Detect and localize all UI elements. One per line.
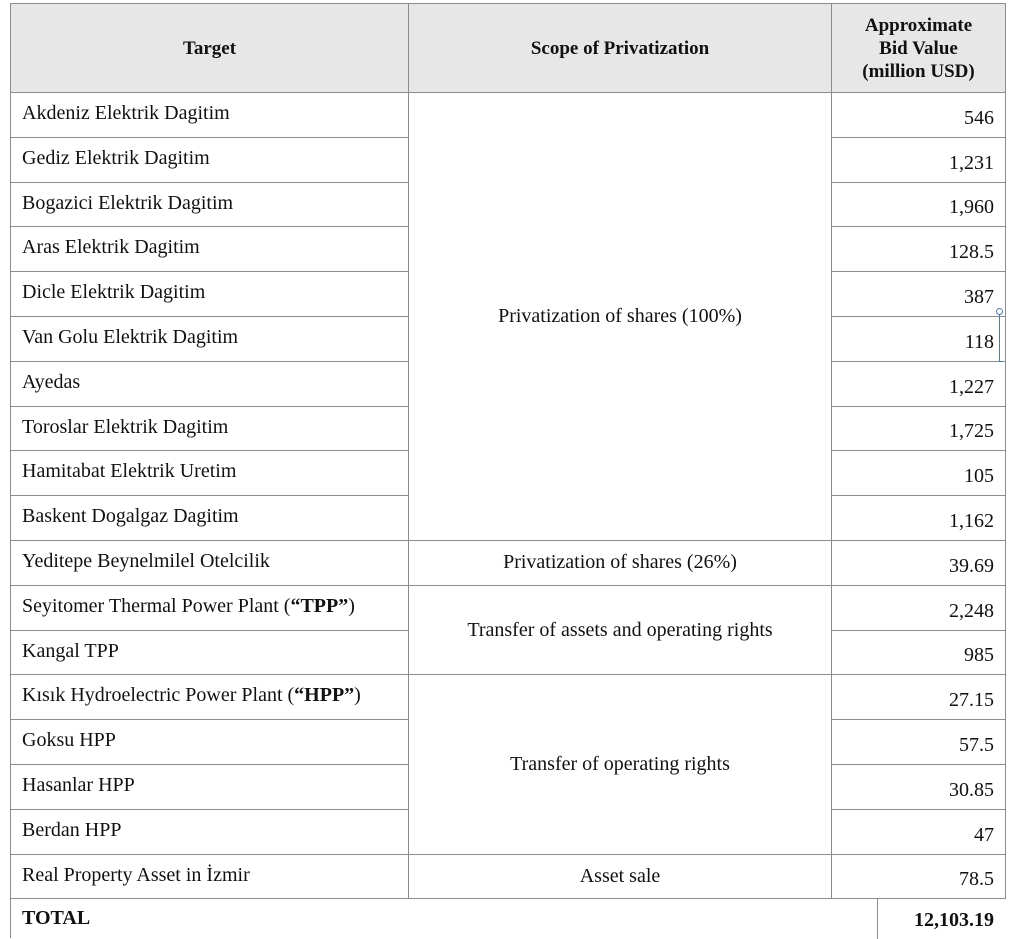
table-row: [11, 854, 1006, 899]
value-cell: 2,248: [832, 585, 1006, 630]
header-value-line-2: Bid Value: [879, 37, 958, 59]
header-target: Target: [11, 4, 409, 93]
table-row: [11, 675, 1006, 720]
value-cell: 985: [832, 630, 1006, 675]
target-cell: [11, 675, 409, 720]
target-cell: Baskent Dogalgaz Dagitim: [11, 496, 409, 541]
value-cell: 39.69: [832, 540, 1006, 585]
target-cell: [11, 585, 409, 630]
value-cell: 1,231: [832, 137, 1006, 182]
target-cell: Toroslar Elektrik Dagitim: [11, 406, 409, 451]
scope-cell: Transfer of operating rights: [409, 675, 832, 854]
table-row: [11, 540, 1006, 585]
total-divider: [877, 899, 878, 939]
header-value-line-1: Approximate: [864, 14, 973, 36]
target-cell: Akdeniz Elektrik Dagitim: [11, 93, 409, 138]
target-cell: Goksu HPP: [11, 720, 409, 765]
target-cell: Van Golu Elektrik Dagitim: [11, 316, 409, 361]
target-cell: Kangal TPP: [11, 630, 409, 675]
value-cell: 1,227: [832, 361, 1006, 406]
total-row: [10, 898, 1005, 938]
value-cell: 30.85: [832, 764, 1006, 809]
scope-cell: Transfer of assets and operating rights: [409, 585, 832, 675]
target-abbrev: “HPP”: [294, 684, 355, 707]
selection-handle-icon[interactable]: [996, 308, 1003, 315]
target-cell: Gediz Elektrik Dagitim: [11, 137, 409, 182]
value-cell: 78.5: [832, 854, 1006, 899]
target-abbrev: “TPP”: [290, 594, 349, 617]
privatization-table: [10, 3, 1006, 899]
target-cell: Hasanlar HPP: [11, 764, 409, 809]
selection-handle-line: [999, 315, 1000, 362]
selection-handle-cap: [999, 361, 1003, 362]
value-cell: 128.5: [832, 227, 1006, 272]
target-text: Seyitomer Thermal Power Plant (: [22, 594, 291, 617]
value-cell: 27.15: [832, 675, 1006, 720]
value-cell: 546: [832, 93, 1006, 138]
value-cell: 1,960: [832, 182, 1006, 227]
value-cell: 1,162: [832, 496, 1006, 541]
total-value: 12,103.19: [914, 909, 994, 931]
scope-cell: Asset sale: [409, 854, 832, 899]
header-value: [832, 4, 1006, 93]
target-cell: Hamitabat Elektrik Uretim: [11, 451, 409, 496]
target-cell: Yeditepe Beynelmilel Otelcilik: [11, 540, 409, 585]
target-text-end: ): [354, 684, 361, 707]
target-cell: Aras Elektrik Dagitim: [11, 227, 409, 272]
target-cell: Real Property Asset in İzmir: [11, 854, 409, 899]
target-cell: Bogazici Elektrik Dagitim: [11, 182, 409, 227]
target-cell: Dicle Elektrik Dagitim: [11, 272, 409, 317]
value-cell: 1,725: [832, 406, 1006, 451]
value-cell: 105: [832, 451, 1006, 496]
value-cell: 118: [832, 316, 1006, 361]
table-row: [11, 93, 1006, 138]
table-row: [11, 585, 1006, 630]
scope-cell: Privatization of shares (100%): [409, 93, 832, 541]
header-row: [11, 4, 1006, 93]
scope-cell: Privatization of shares (26%): [409, 540, 832, 585]
header-value-line-3: (million USD): [862, 60, 975, 82]
target-cell: Berdan HPP: [11, 809, 409, 854]
total-label: TOTAL: [22, 907, 91, 929]
value-cell: 387: [832, 272, 1006, 317]
target-cell: Ayedas: [11, 361, 409, 406]
value-cell: 47: [832, 809, 1006, 854]
target-text-end: ): [348, 594, 355, 617]
header-scope: Scope of Privatization: [409, 4, 832, 93]
value-cell: 57.5: [832, 720, 1006, 765]
target-text: Kısık Hydroelectric Power Plant (: [22, 684, 295, 707]
